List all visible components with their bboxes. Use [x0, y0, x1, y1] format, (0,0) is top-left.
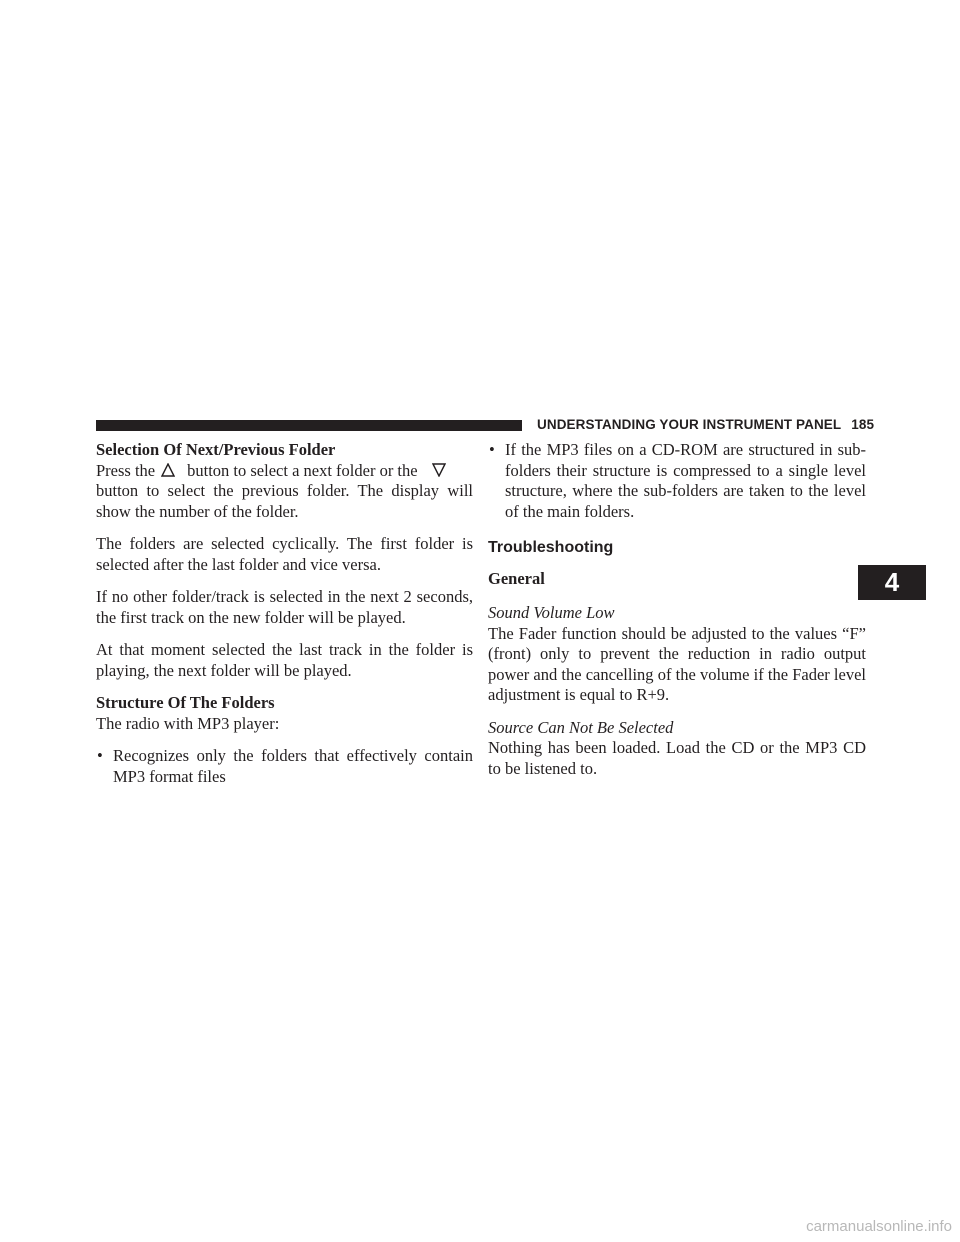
heading-general: General — [488, 568, 545, 588]
page-number: 185 — [851, 417, 875, 432]
running-header — [537, 417, 874, 432]
heading-source-not-selected: Source Can Not Be Selected — [488, 717, 674, 737]
down-triangle-icon — [432, 463, 446, 477]
list-item: • If the MP3 files on a CD-ROM are structured in sub-folders their structure is compressed to a single level structure, where the sub-folders are taken to the level of the main folders. — [489, 440, 866, 521]
heading-sound-volume-low: Sound Volume Low — [488, 603, 615, 622]
paragraph-cyclic: The folders are selected cyclically. The first folder is selected after the last folder and vice versa. — [96, 534, 473, 574]
heading-next-previous-folder: Selection Of Next/Previous Folder — [96, 440, 336, 459]
bullet-icon: • — [97, 746, 103, 765]
paragraph-last-track: At that moment selected the last track in the folder is playing, the next folder will be played. — [96, 640, 473, 680]
press-line: Press the button to select a next folder or the — [96, 461, 473, 482]
heading-troubleshooting: Troubleshooting — [488, 539, 614, 556]
list-item: • Recognizes only the folders that effectively contain MP3 format files — [97, 746, 473, 786]
chapter-tab: 4 — [858, 565, 926, 600]
paragraph-sound-volume-low: The Fader function should be adjusted to the values “F” (front) only to prevent the reduction in radio output power and the cancelling of the volume if the Fader level adjustment is equal to R+9. — [488, 623, 866, 704]
right-column — [488, 440, 866, 791]
paragraph-source-not-selected: Nothing has been loaded. Load the CD or the MP3 CD to be listened to. — [488, 738, 866, 778]
watermark: carmanualsonline.info — [806, 1218, 952, 1235]
up-triangle-icon — [161, 463, 175, 477]
paragraph-no-other-selected: If no other folder/track is selected in the next 2 seconds, the first track on the new folder will be played. — [96, 587, 473, 627]
section-title: UNDERSTANDING YOUR INSTRUMENT PANEL — [537, 417, 842, 432]
bullet-icon: • — [489, 440, 495, 459]
header-rule — [96, 420, 522, 431]
paragraph-radio-mp3: The radio with MP3 player: — [96, 713, 280, 733]
left-column — [96, 440, 473, 799]
paragraph-previous-folder: button to select the previous folder. The display will show the number of the folder. — [96, 481, 473, 521]
heading-structure-folders: Structure Of The Folders — [96, 693, 275, 712]
